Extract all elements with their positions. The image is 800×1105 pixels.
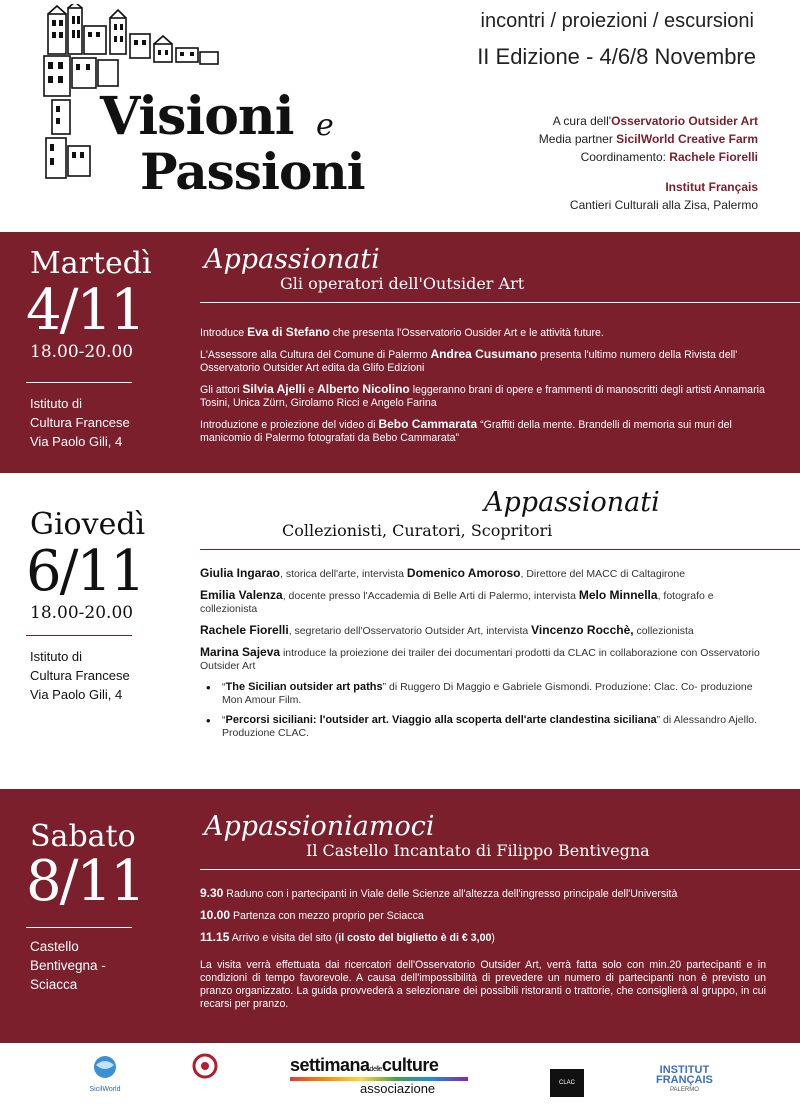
schedule-item: 11.15 Arrivo e visita del sito (il costo del biglietto è di € 3,00) — [200, 930, 495, 944]
event-section-day3 — [0, 789, 800, 1043]
sicilworld-logo: SicilWorld — [86, 1055, 124, 1093]
divider — [26, 927, 132, 928]
date: 6/11 — [26, 539, 144, 604]
venue-credits — [570, 178, 758, 214]
globe-icon — [90, 1055, 120, 1081]
paragraph: Giulia Ingarao, storica dell'arte, intervista Domenico Amoroso, Direttore del MACC di Caltagirone — [200, 566, 686, 580]
section-body — [200, 567, 766, 747]
venue: Istituto di Cultura Francese Via Paolo Gili, 4 — [30, 649, 130, 702]
section-body — [200, 887, 766, 1019]
paragraph: Rachele Fiorelli, segretario dell'Osservatorio Outsider Art, intervista Vincenzo Rocchè, collezionista — [200, 623, 694, 637]
edition: II Edizione - 4/6/8 Novembre — [477, 44, 756, 69]
settimana-culture-logo: settimanadelleculture associazione — [290, 1055, 490, 1096]
paragraph: Emilia Valenza, docente presso l'Accademia di Belle Arti di Palermo, intervista Melo Minnella, fotografo e collezionista — [200, 588, 714, 615]
visit-note: La visita verrà effettuata dai ricercatori dell'Osservatorio Outsider Art, verrà fatta solo con min.20 partecipanti e in condizioni di tempo favorevole. A causa dell'impossibilità di prevedere un numero di partecipanti non è previsto un pranzo organizzato. La guida provvederà a selezionare dei possibili ristoranti o trattorie, che consiglierà al gruppo, in cui recarsi per pranzo. — [200, 959, 766, 1010]
film-list — [200, 681, 766, 740]
day-name: Martedì — [30, 246, 152, 281]
schedule-item: 9.30 Raduno con i partecipanti in Viale delle Scienze all'altezza dell'ingresso principale dell'Università — [200, 886, 678, 900]
header — [0, 0, 800, 232]
clac-logo: CLAC — [550, 1069, 584, 1097]
credit-line: Media partner SicilWorld Creative Farm — [538, 132, 758, 146]
section-rule — [200, 869, 800, 870]
date-column — [0, 232, 178, 473]
red-emblem-logo — [190, 1053, 220, 1084]
section-title: Appassioniamoci — [204, 811, 435, 842]
logo-title-visioni: Visioni — [100, 86, 294, 147]
divider — [26, 382, 132, 383]
logo-title-passioni: Passioni — [140, 142, 365, 201]
paragraph: L'Assessore alla Cultura del Comune di Palermo Andrea Cusumano presenta l'ultimo numero della Rivista dell' Osservatorio Outsider Art edita da Glifo Edizioni — [200, 347, 738, 374]
section-subtitle: Gli operatori dell'Outsider Art — [280, 274, 525, 293]
hours: 18.00-20.00 — [30, 342, 134, 362]
credit-line: Coordinamento: Rachele Fiorelli — [580, 150, 758, 164]
section-subtitle: Il Castello Incantato di Filippo Bentivegna — [306, 841, 650, 860]
date-column — [0, 789, 178, 1043]
section-body — [200, 326, 766, 453]
day-name: Sabato — [30, 819, 136, 854]
day-name: Giovedì — [30, 507, 146, 542]
venue: Istituto di Cultura Francese Via Paolo Gili, 4 — [30, 396, 130, 449]
schedule-item: 10.00 Partenza con mezzo proprio per Sciacca — [200, 908, 424, 922]
credits — [539, 112, 758, 166]
credit-line: A cura dell'Osservatorio Outsider Art — [552, 114, 758, 128]
paragraph: Gli attori Silvia Ajelli e Alberto Nicolino leggeranno brani di opere e frammenti di manoscritti degli artisti Annamaria Tosini, Unica Zürn, Girolamo Ricci e Angelo Farina — [200, 382, 765, 409]
venue-org: Institut Français — [665, 180, 758, 194]
logo-title-e: e — [316, 108, 334, 143]
event-section-day1 — [0, 232, 800, 473]
paragraph: Introduce Eva di Stefano che presenta l'Osservatorio Ousider Art e le attività future. — [200, 325, 604, 339]
venue: Castello Bentivegna - Sciacca — [30, 939, 106, 992]
section-title: Appassionati — [204, 244, 380, 275]
venue-place: Cantieri Culturali alla Zisa, Palermo — [569, 198, 758, 212]
section-subtitle: Collezionisti, Curatori, Scopritori — [282, 521, 553, 540]
date: 8/11 — [26, 849, 144, 914]
date-column — [0, 473, 178, 789]
divider — [26, 635, 132, 636]
list-item: • “The Sicilian outsider art paths” di Ruggero Di Maggio e Gabriele Gismondi. Produzione: Clac. Co- produzione Mon Amour Film. — [222, 681, 766, 707]
section-rule — [200, 302, 800, 303]
emblem-icon — [192, 1053, 218, 1079]
institut-francais-logo: INSTITUT FRANÇAIS PALERMO — [656, 1064, 713, 1093]
section-title: Appassionati — [484, 487, 660, 518]
paragraph: Introduzione e proiezione del video di Bebo Cammarata “Graffiti della mente. Brandelli di memoria sui muri del manicomio di Palermo fotografati da Bebo Cammarata” — [200, 417, 732, 444]
tagline: incontri / proiezioni / escursioni — [480, 10, 754, 32]
event-section-day2 — [0, 473, 800, 789]
sponsor-footer — [0, 1043, 800, 1105]
date: 4/11 — [26, 278, 144, 343]
section-rule — [200, 549, 800, 550]
list-item: • “Percorsi siciliani: l'outsider art. Viaggio alla scoperta dell'arte clandestina siciliana” di Alessandro Ajello. Produzione CLAC. — [222, 714, 766, 740]
paragraph: Marina Sajeva introduce la proiezione dei trailer dei documentari prodotti da CLAC in collaborazione con Osservatorio Outsider Art — [200, 645, 760, 672]
hours: 18.00-20.00 — [30, 603, 134, 623]
